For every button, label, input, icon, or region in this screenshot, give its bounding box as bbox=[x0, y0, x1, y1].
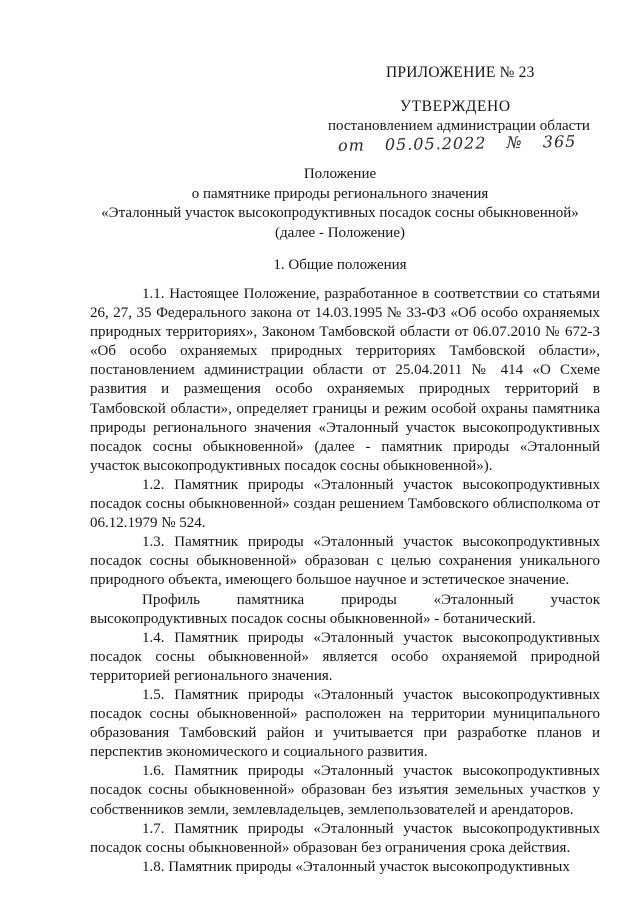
date-prefix: от bbox=[337, 135, 365, 155]
handwritten-number: 365 bbox=[542, 131, 577, 152]
paragraph-1-7: 1.7. Памятник природы «Эталонный участок высокопродуктивных посадок сосны обыкновенной» образован без ограничения срока действия. bbox=[90, 820, 600, 856]
approved-by-text: постановлением администрации области bbox=[328, 118, 590, 134]
paragraph-1-6: 1.6. Памятник природы «Эталонный участок высокопродуктивных посадок сосны обыкновенной» образован без изъятия земельных участков у собственников земли, землевладельцев, землепользователей и арендаторов. bbox=[90, 763, 600, 818]
paragraph-1-5: 1.5. Памятник природы «Эталонный участок высокопродуктивных посадок сосны обыкновенной» расположен на территории муниципального образования Тамбовский район и учитывается при разработке планов и перспектив экономического и социального развития. bbox=[90, 686, 600, 761]
title-line-1: Положение bbox=[303, 166, 377, 182]
paragraph-profile: Профиль памятника природы «Эталонный участок высокопродуктивных посадок сосны обыкновенной» - ботанический. bbox=[90, 591, 600, 627]
title-line-4: (далее - Положение) bbox=[275, 224, 405, 241]
paragraph-1-8: 1.8. Памятник природы «Эталонный участок высокопродуктивных bbox=[142, 858, 570, 875]
handwritten-date: 05.05.2022 bbox=[384, 133, 487, 155]
paragraph-1-2: 1.2. Памятник природы «Эталонный участок высокопродуктивных посадок сосны обыкновенной» создан решением Тамбовского облисполкома от 06.12.1979 № 524. bbox=[90, 476, 600, 532]
document-body bbox=[90, 285, 600, 877]
title-line-2: о памятнике природы регионального значения bbox=[191, 185, 489, 202]
number-prefix: № bbox=[506, 132, 523, 153]
handwritten-date-line bbox=[338, 132, 591, 155]
paragraph-1-1: 1.1. Настоящее Положение, разработанное в соответствии со статьями 26, 27, 35 Федерального закона от 14.03.1995 № 33-ФЗ «Об особо охраняемых природных территориях», Законом Тамбовской области от 06.07.2010 № 672-З «Об особо охраняемых природных территориях Тамбовской области», постановлением администрации области от 25.04.2011 № 414 «О Схеме развития и размещения особо охраняемых природных территорий в Тамбовской области», определяет границы и режим особой охраны памятника природы регионального значения «Эталонный участок высокопродуктивных посадок сосны обыкновенной» (далее - памятник природы «Эталонный участок высокопродуктивных посадок сосны обыкновенной»). bbox=[90, 286, 600, 474]
section-heading: 1. Общие положения bbox=[273, 257, 407, 273]
paragraph-1-3: 1.3. Памятник природы «Эталонный участок высокопродуктивных посадок сосны обыкновенной» образован с целью сохранения уникального природного объекта, имеющего большое научное и эстетическое значение. bbox=[90, 534, 600, 589]
appendix-number: ПРИЛОЖЕНИЕ № 23 bbox=[386, 64, 535, 81]
title-line-3: «Эталонный участок высокопродуктивных посадок сосны обыкновенной» bbox=[101, 205, 579, 221]
paragraph-1-4: 1.4. Памятник природы «Эталонный участок высокопродуктивных посадок сосны обыкновенной» является особо охраняемой природной территорией регионального значения. bbox=[90, 629, 600, 684]
document-title bbox=[90, 165, 590, 243]
approval-stamp-label: УТВЕРЖДЕНО bbox=[400, 98, 511, 115]
